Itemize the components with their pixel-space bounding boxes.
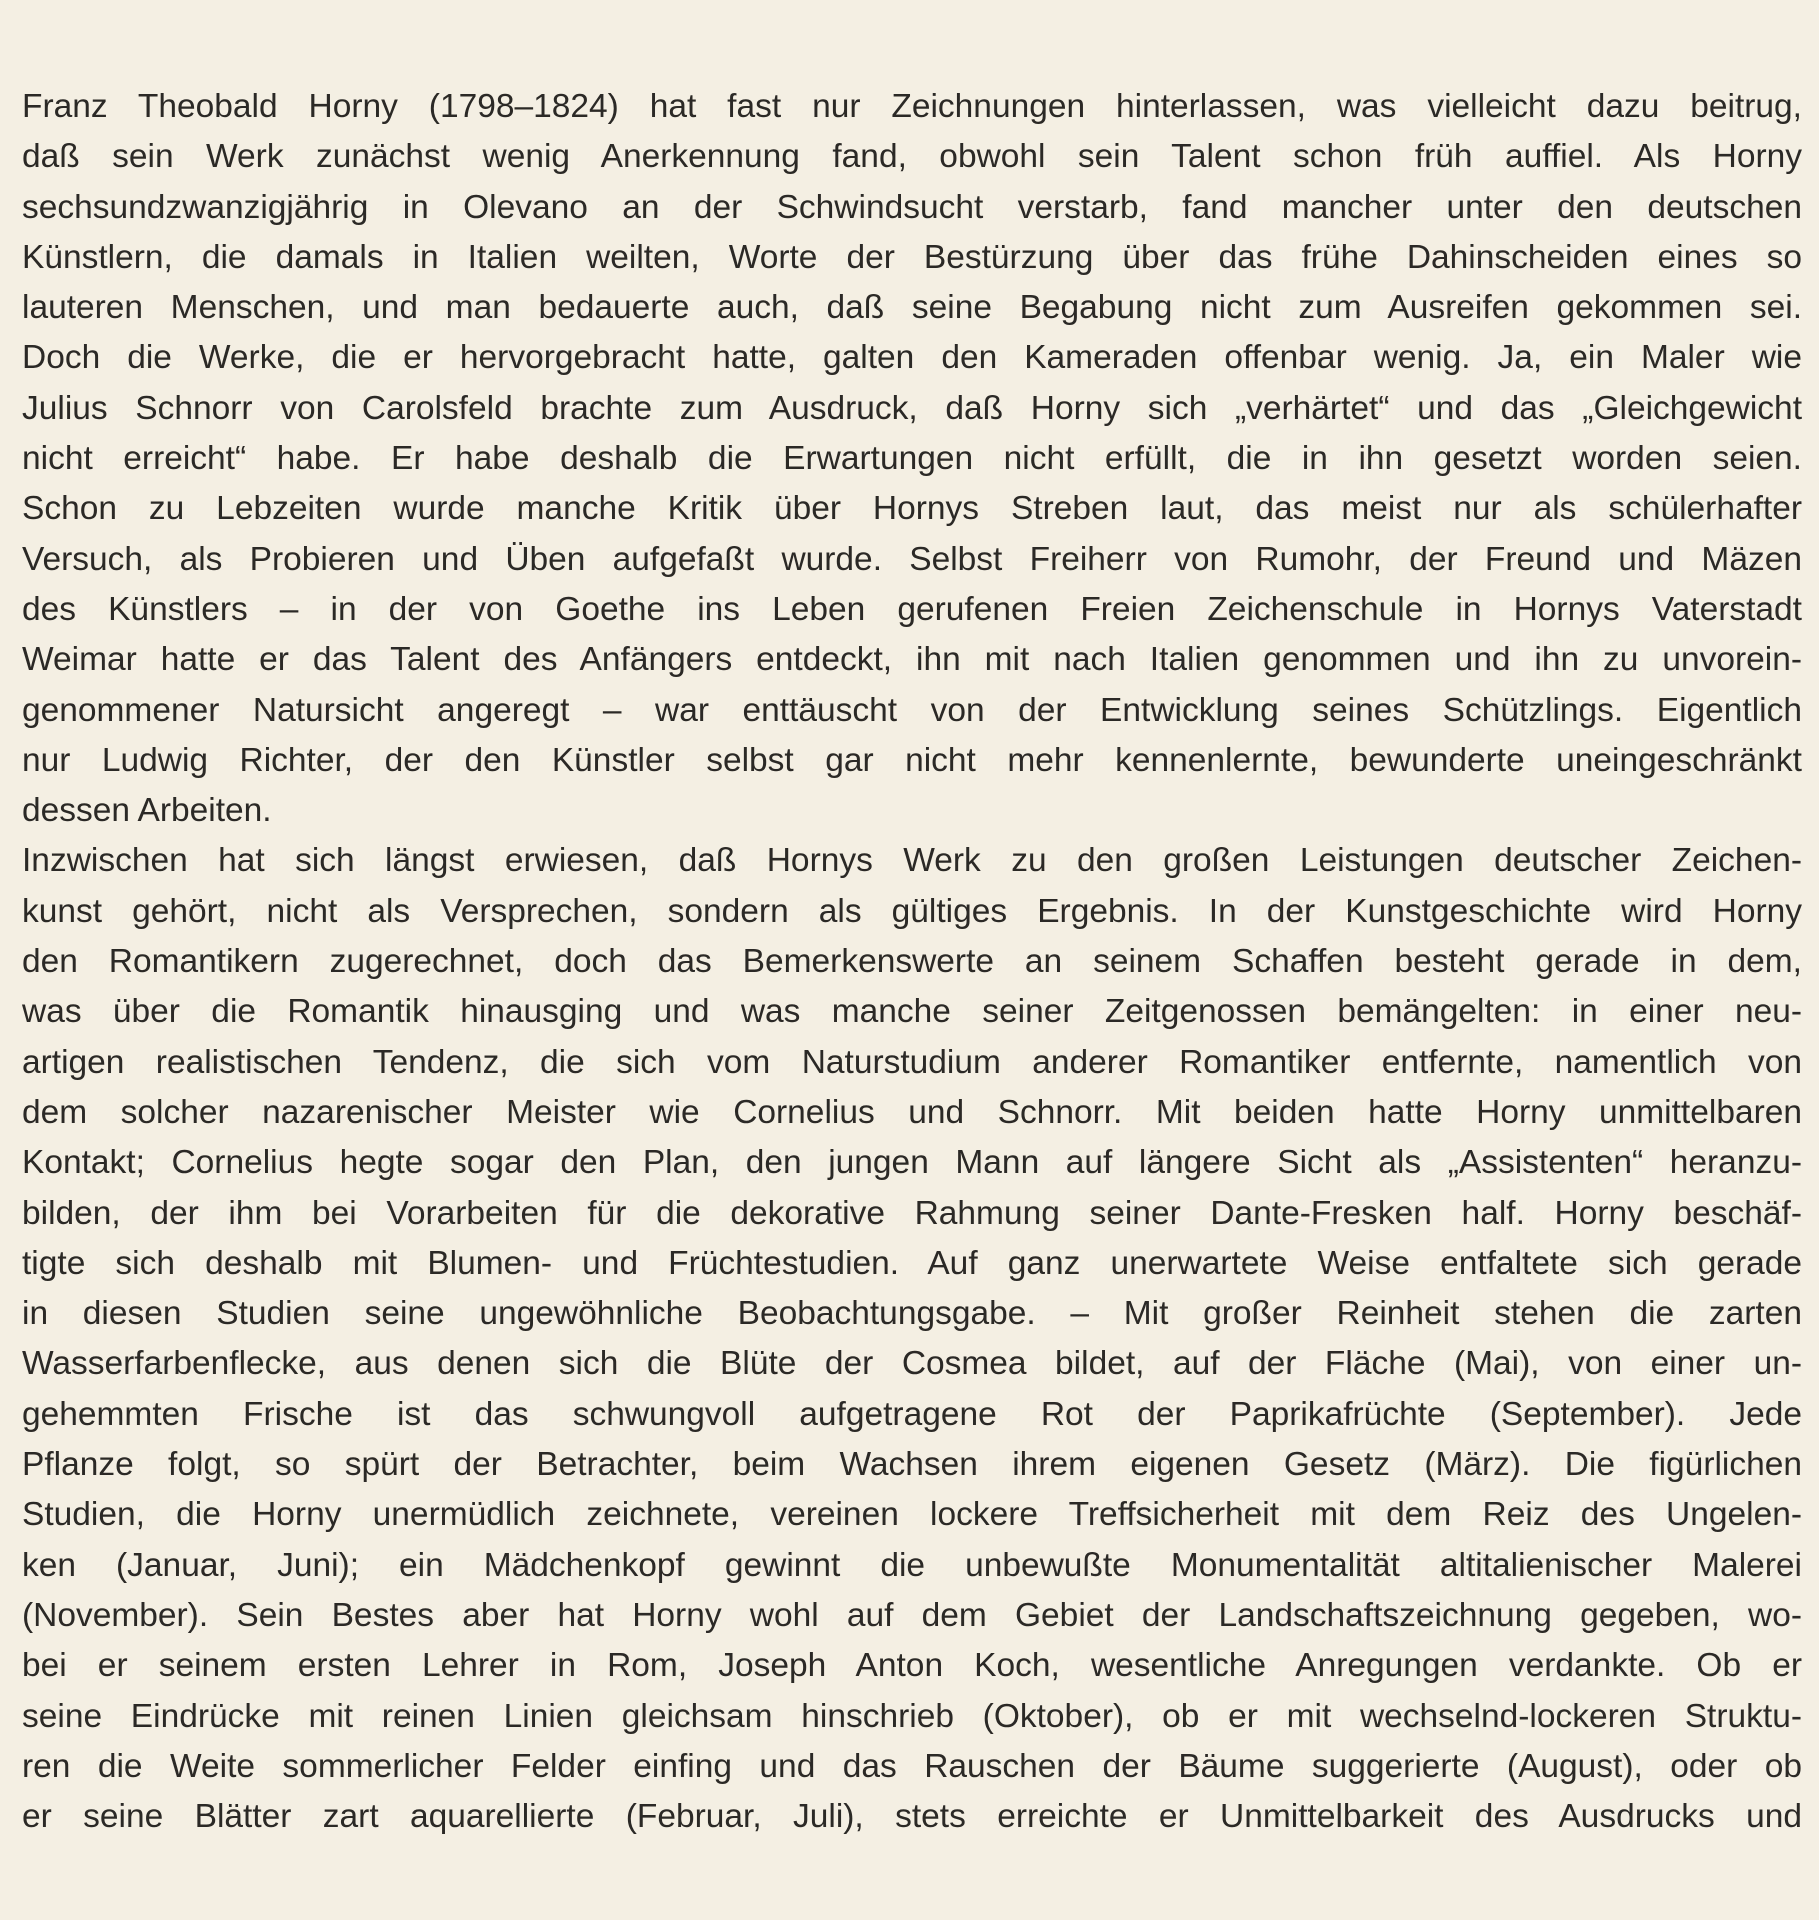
text-line: in diesen Studien seine ungewöhnliche Beobachtungsgabe. – Mit großer Reinheit stehen die zarten <box>22 1295 1802 1333</box>
text-line: Künstlern, die damals in Italien weilten, Worte der Bestürzung über das frühe Dahinscheiden eines so <box>22 238 1802 276</box>
text-line: bilden, der ihm bei Vorarbeiten für die dekorative Rahmung seiner Dante-Fresken half. Horny beschäf- <box>22 1194 1802 1232</box>
text-line: nur Ludwig Richter, der den Künstler selbst gar nicht mehr kennenlernte, bewunderte uneingeschränkt <box>22 741 1802 779</box>
text-line: ken (Januar, Juni); ein Mädchenkopf gewinnt die unbewußte Monumentalität altitalienischer Malerei <box>22 1546 1802 1584</box>
text-line: Doch die Werke, die er hervorgebracht hatte, galten den Kameraden offenbar wenig. Ja, ein Maler wie <box>22 339 1802 377</box>
text-line: ren die Weite sommerlicher Felder einfing und das Rauschen der Bäume suggerierte (August), oder ob <box>22 1747 1802 1785</box>
paragraph-end-line: dessen Arbeiten. <box>22 792 272 830</box>
text-line: bei er seinem ersten Lehrer in Rom, Joseph Anton Koch, wesentliche Anregungen verdankte. Ob er <box>22 1647 1802 1685</box>
text-line: sechsundzwanzigjährig in Olevano an der Schwindsucht verstarb, fand mancher unter den deutschen <box>22 188 1802 226</box>
body-text <box>22 82 1802 1842</box>
text-line: den Romantikern zugerechnet, doch das Bemerkenswerte an seinem Schaffen besteht gerade in dem, <box>22 943 1802 981</box>
text-line: er seine Blätter zart aquarellierte (Februar, Juli), stets erreichte er Unmittelbarkeit des Ausdrucks und <box>22 1798 1802 1836</box>
text-line: Weimar hatte er das Talent des Anfängers entdeckt, ihn mit nach Italien genommen und ihn zu unvorein- <box>22 641 1802 679</box>
text-line: Julius Schnorr von Carolsfeld brachte zum Ausdruck, daß Horny sich „verhärtet“ und das „Gleichgewicht <box>22 389 1802 427</box>
text-line: Versuch, als Probieren und Üben aufgefaßt wurde. Selbst Freiherr von Rumohr, der Freund und Mäzen <box>22 540 1802 578</box>
text-line: was über die Romantik hinausging und was manche seiner Zeitgenossen bemängelten: in einer neu- <box>22 993 1802 1031</box>
text-line: Schon zu Lebzeiten wurde manche Kritik über Hornys Streben laut, das meist nur als schülerhafter <box>22 490 1802 528</box>
text-line: tigte sich deshalb mit Blumen- und Früchtestudien. Auf ganz unerwartete Weise entfaltete sich gerade <box>22 1244 1802 1282</box>
text-line: dem solcher nazarenischer Meister wie Cornelius und Schnorr. Mit beiden hatte Horny unmittelbaren <box>22 1093 1802 1131</box>
text-line: Pflanze folgt, so spürt der Betrachter, beim Wachsen ihrem eigenen Gesetz (März). Die figürlichen <box>22 1446 1802 1484</box>
text-line: nicht erreicht“ habe. Er habe deshalb die Erwartungen nicht erfüllt, die in ihn gesetzt worden seien. <box>22 440 1802 478</box>
text-line: gehemmten Frische ist das schwungvoll aufgetragene Rot der Paprikafrüchte (September). Jede <box>22 1395 1802 1433</box>
text-line: daß sein Werk zunächst wenig Anerkennung fand, obwohl sein Talent schon früh auffiel. Als Horny <box>22 138 1802 176</box>
text-line: kunst gehört, nicht als Versprechen, sondern als gültiges Ergebnis. In der Kunstgeschichte wird Horny <box>22 892 1802 930</box>
text-line: (November). Sein Bestes aber hat Horny wohl auf dem Gebiet der Landschaftszeichnung gegeben, wo- <box>22 1596 1802 1634</box>
text-line: Studien, die Horny unermüdlich zeichnete, vereinen lockere Treffsicherheit mit dem Reiz des Ungelen- <box>22 1496 1802 1534</box>
text-line: Inzwischen hat sich längst erwiesen, daß Hornys Werk zu den großen Leistungen deutscher Zeichen- <box>22 842 1802 880</box>
text-line: des Künstlers – in der von Goethe ins Leben gerufenen Freien Zeichenschule in Hornys Vaterstadt <box>22 590 1802 628</box>
text-line: seine Eindrücke mit reinen Linien gleichsam hinschrieb (Oktober), ob er mit wechselnd-lockeren Struktu- <box>22 1697 1802 1735</box>
text-line: artigen realistischen Tendenz, die sich vom Naturstudium anderer Romantiker entfernte, namentlich von <box>22 1043 1802 1081</box>
text-line: Wasserfarbenflecke, aus denen sich die Blüte der Cosmea bildet, auf der Fläche (Mai), von einer un- <box>22 1345 1802 1383</box>
text-line: Kontakt; Cornelius hegte sogar den Plan, den jungen Mann auf längere Sicht als „Assistenten“ heranzu- <box>22 1144 1802 1182</box>
text-line: lauteren Menschen, und man bedauerte auch, daß seine Begabung nicht zum Ausreifen gekommen sei. <box>22 289 1802 327</box>
text-line: Franz Theobald Horny (1798–1824) hat fast nur Zeichnungen hinterlassen, was vielleicht dazu beitrug, <box>22 88 1802 125</box>
text-line: genommener Natursicht angeregt – war enttäuscht von der Entwicklung seines Schützlings. Eigentlich <box>22 691 1802 729</box>
